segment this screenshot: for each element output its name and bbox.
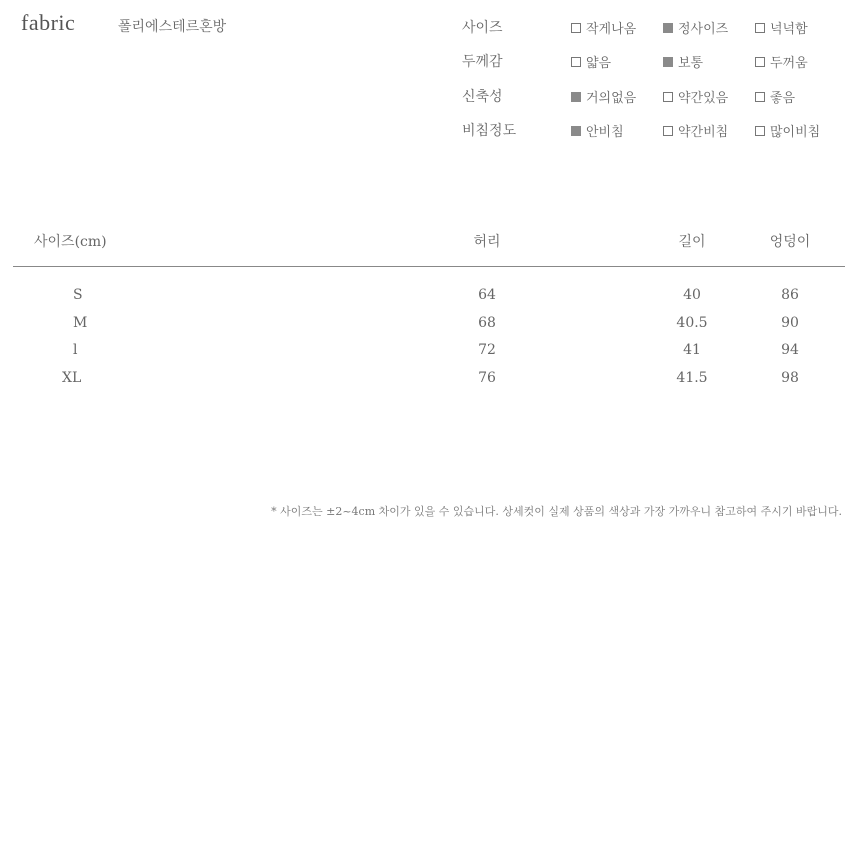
checkbox-icon <box>663 92 673 102</box>
checkbox-icon <box>571 57 581 67</box>
attribute-option: 많이비침 <box>755 121 820 140</box>
checkbox-icon <box>755 57 765 67</box>
attribute-row-stretch <box>0 86 860 108</box>
attribute-label: 두께감 <box>462 54 503 70</box>
checkbox-icon <box>571 23 581 33</box>
attribute-option-selected: 안비침 <box>571 121 624 140</box>
header-size: 사이즈(cm) <box>34 234 107 250</box>
table-divider <box>13 266 845 267</box>
attribute-option: 좋음 <box>755 87 795 106</box>
attribute-row-thickness <box>0 51 860 73</box>
table-row: S 64 40 86 <box>73 287 799 303</box>
attribute-option: 두꺼움 <box>755 52 808 71</box>
size-notice: * 사이즈는 ±2~4cm 차이가 있을 수 있습니다. 상세컷이 실제 상품의 색상과 가장 가까우니 참고하여 주시기 바랍니다. <box>271 505 842 518</box>
attribute-option: 얇음 <box>571 52 611 71</box>
checkbox-icon <box>755 126 765 136</box>
attribute-row-size <box>0 17 860 39</box>
checkbox-checked-icon <box>663 23 673 33</box>
checkbox-checked-icon <box>663 57 673 67</box>
attribute-label: 신축성 <box>462 89 503 105</box>
attribute-option-selected: 거의없음 <box>571 87 636 106</box>
table-row: XL 76 41.5 98 <box>62 370 799 386</box>
table-row: l 72 41 94 <box>73 342 799 358</box>
size-table-header: 사이즈(cm) 허리 길이 엉덩이 <box>0 231 860 253</box>
cell-size: S <box>73 287 83 303</box>
attribute-option-selected: 정사이즈 <box>663 18 728 37</box>
attribute-option: 넉넉함 <box>755 18 808 37</box>
checkbox-checked-icon <box>571 92 581 102</box>
attribute-option: 약간있음 <box>663 87 728 106</box>
cell-size: l <box>73 342 78 358</box>
attribute-row-sheerness <box>0 120 860 142</box>
attribute-label: 비침정도 <box>462 123 517 139</box>
attribute-option-selected: 보통 <box>663 52 703 71</box>
checkbox-icon <box>755 23 765 33</box>
checkbox-checked-icon <box>571 126 581 136</box>
attribute-label: 사이즈 <box>462 20 503 36</box>
fabric-value: 폴리에스테르혼방 <box>118 19 227 35</box>
checkbox-icon <box>755 92 765 102</box>
cell-size: XL <box>62 370 82 386</box>
attribute-option: 약간비침 <box>663 121 728 140</box>
attribute-option: 작게나옴 <box>571 18 636 37</box>
cell-size: M <box>73 315 88 331</box>
table-row: M 68 40.5 90 <box>73 315 799 331</box>
fabric-label: fabric <box>21 10 76 35</box>
checkbox-icon <box>663 126 673 136</box>
